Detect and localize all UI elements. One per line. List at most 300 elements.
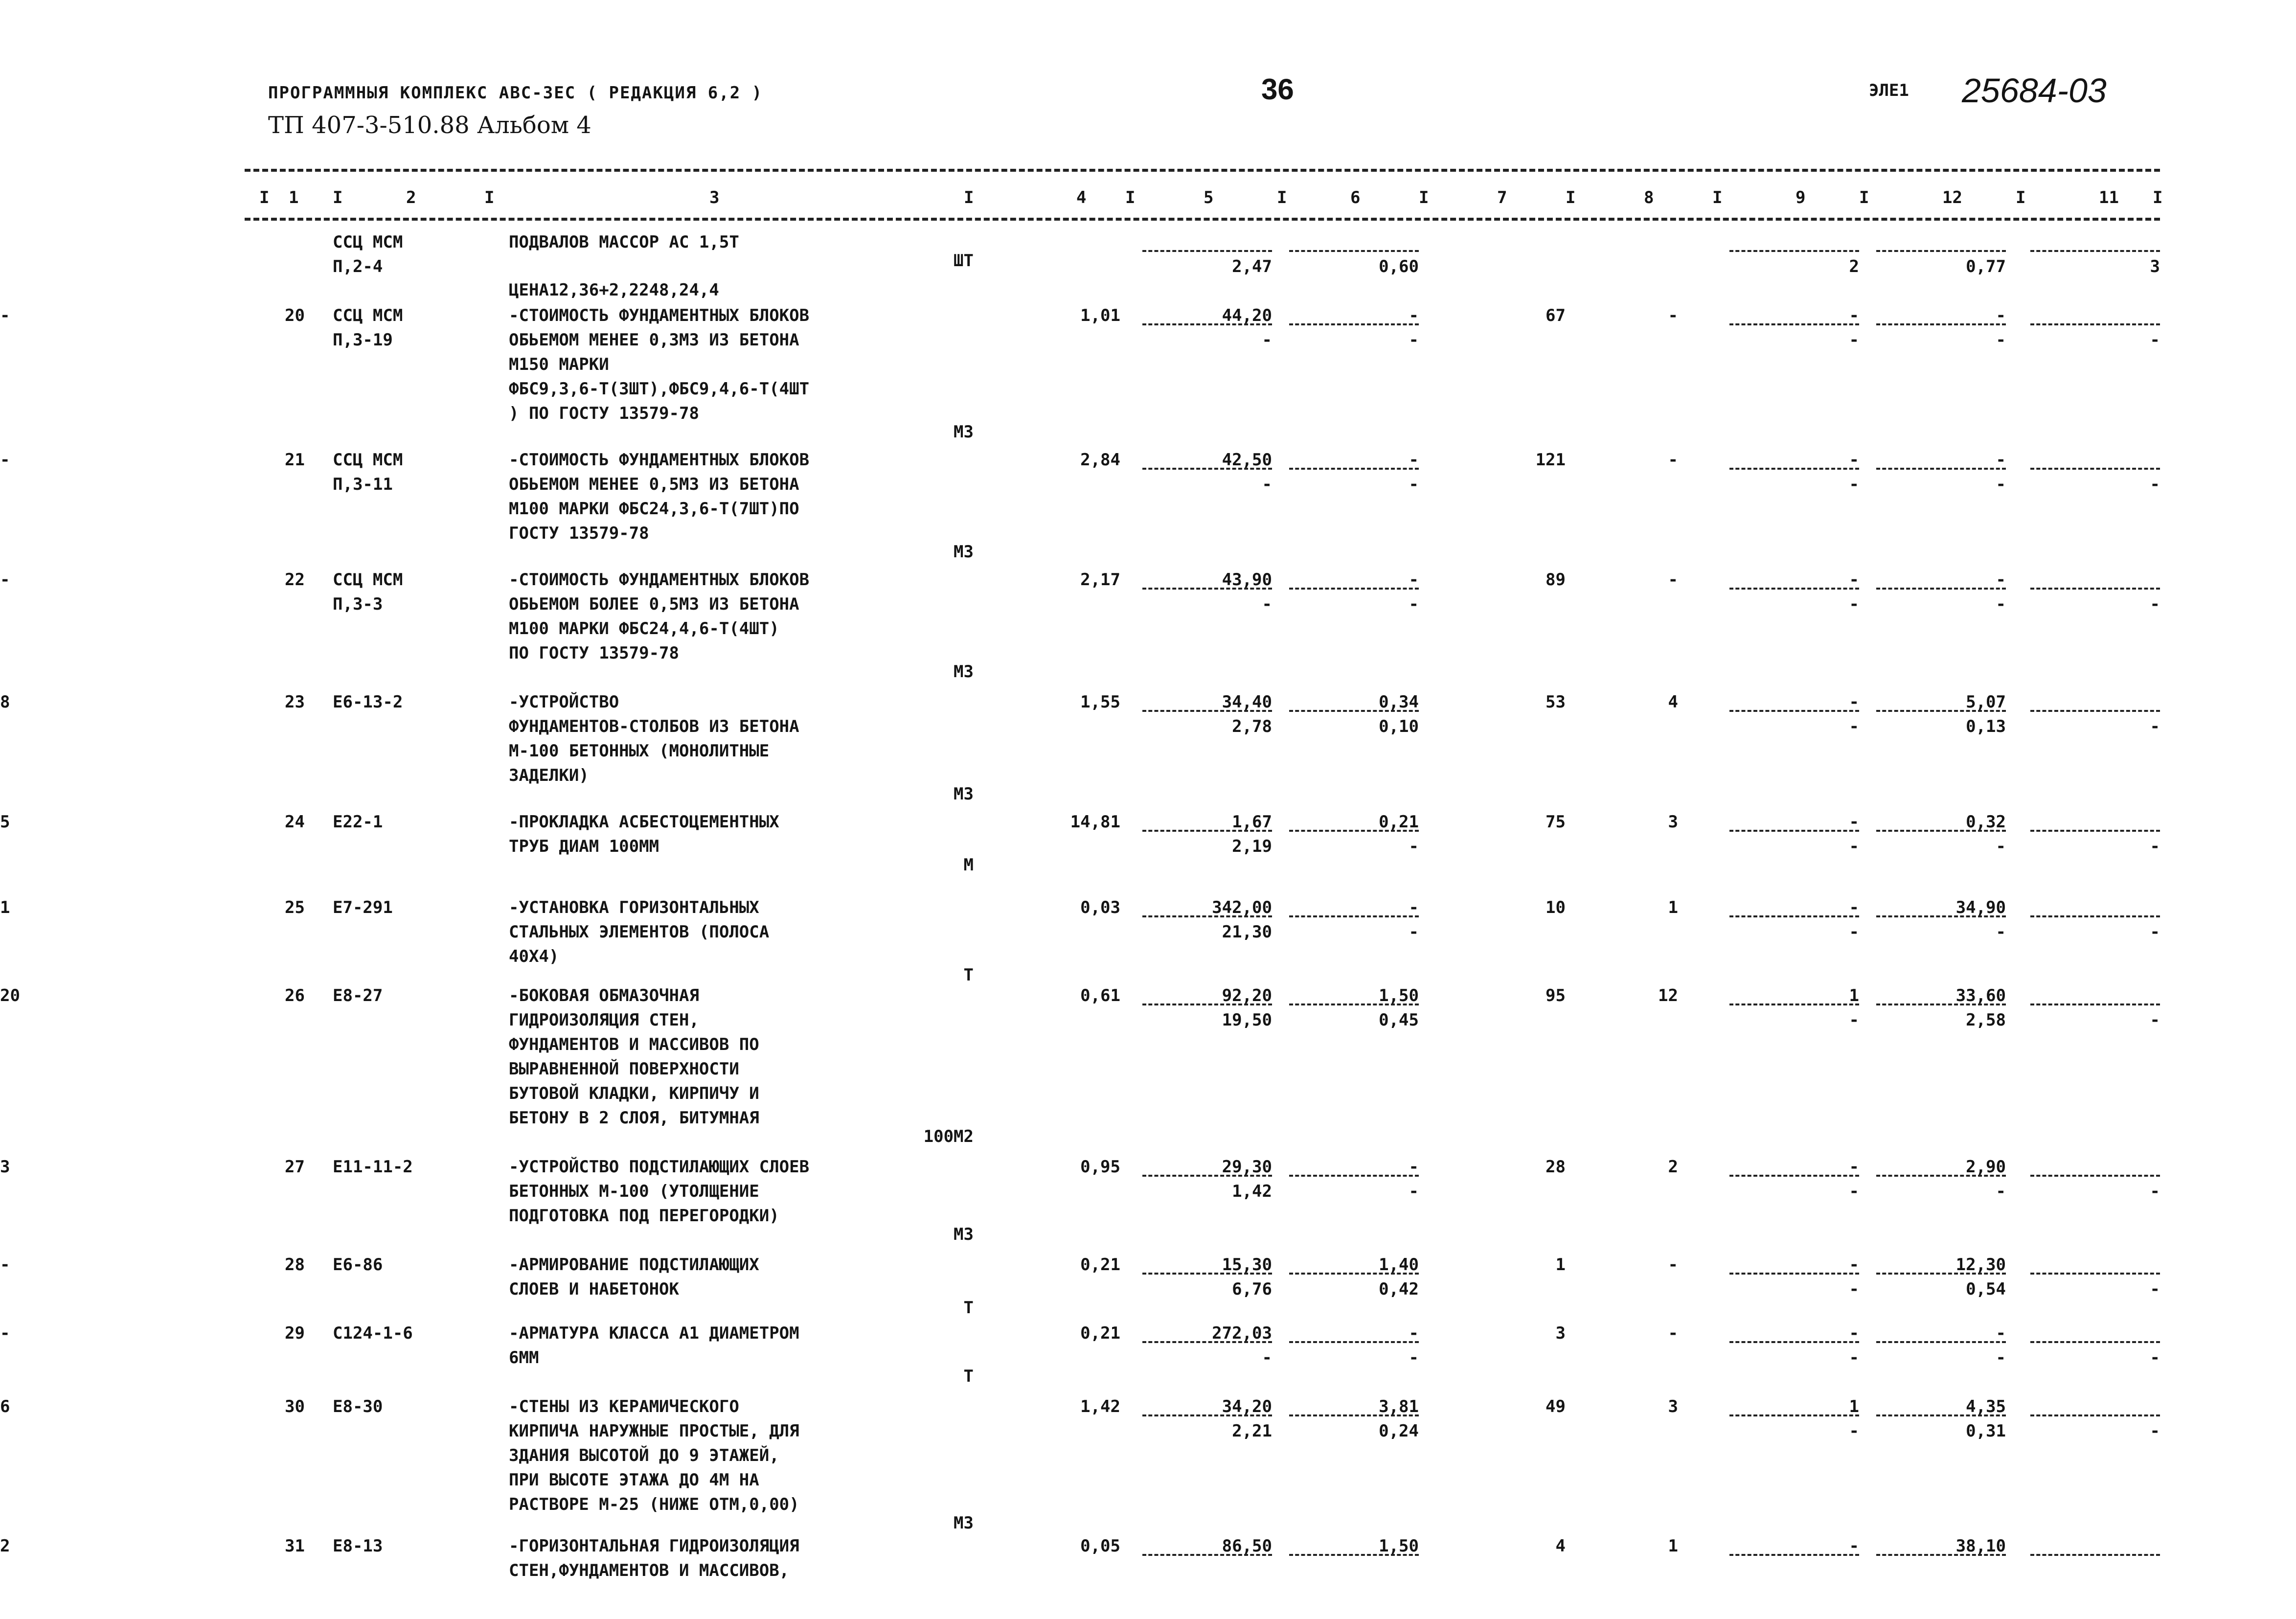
cell-c11b: - — [2150, 475, 2160, 494]
cell-c9a: - — [1849, 450, 1859, 470]
value-separator — [1289, 1003, 1419, 1005]
cell-unit: Т — [963, 1367, 974, 1386]
cell-c6b: - — [1409, 837, 1419, 856]
value-separator — [1729, 1003, 1859, 1005]
column-separator: I — [2016, 188, 2026, 207]
cell-c5a: 29,30 — [1222, 1157, 1272, 1177]
cell-c9b: - — [1849, 717, 1859, 736]
cell-c9a: - — [1849, 1255, 1859, 1275]
cell-c7: 53 — [1546, 692, 1566, 712]
value-separator — [1876, 1554, 2006, 1556]
cell-c4: 0,21 — [1080, 1255, 1120, 1275]
cell-c6a: 3,81 — [1379, 1397, 1419, 1416]
cell-c8: 2 — [1668, 1157, 1678, 1177]
cell-num: 25 — [285, 898, 305, 917]
column-header: 1 — [289, 188, 299, 207]
value-separator — [1729, 1554, 1859, 1556]
cell-c11b: - — [2150, 922, 2160, 942]
cell-c12a: 2,90 — [1966, 1157, 2006, 1177]
cell-c11b: - — [2150, 837, 2160, 856]
cell-c7: 75 — [1546, 812, 1566, 832]
cell-unit: М3 — [954, 542, 974, 562]
value-separator — [1729, 830, 1859, 832]
cell-c12b: 0,13 — [1966, 717, 2006, 736]
cell-num: 28 — [285, 1255, 305, 1275]
cell-c6b: 0,24 — [1379, 1421, 1419, 1441]
cell-c12b: 0,77 — [1966, 257, 2006, 276]
value-separator — [1729, 710, 1859, 712]
cell-unit: 100М2 — [923, 1127, 974, 1146]
cell-c5b: 6,76 — [1232, 1279, 1272, 1299]
cell-c9b: - — [1849, 1182, 1859, 1201]
cell-c6a: 0,21 — [1379, 812, 1419, 832]
cell-desc: -УСТАНОВКА ГОРИЗОНТАЛЬНЫХ СТАЛЬНЫХ ЭЛЕМЕНТОВ (ПОЛОСА 40Х4) — [509, 898, 770, 966]
column-separator: I — [484, 188, 495, 207]
cell-c11b: - — [2150, 1010, 2160, 1030]
cell-c11a: - — [0, 1255, 10, 1275]
cell-c11b: - — [2150, 717, 2160, 736]
program-title: ПРОГРАММНЫЯ КОМПЛЕКС АВС-ЗЕС ( РЕДАКЦИЯ 6,2 ) — [268, 83, 763, 103]
cell-c12b: - — [1996, 475, 2006, 494]
cell-c12a: 4,35 — [1966, 1397, 2006, 1416]
value-separator — [1876, 1273, 2006, 1275]
value-separator — [1729, 1414, 1859, 1416]
value-separator — [1289, 915, 1419, 917]
cell-c8: - — [1668, 1323, 1678, 1343]
cell-unit: Т — [963, 965, 974, 985]
cell-c11b: 3 — [2150, 257, 2160, 276]
cell-c12b: - — [1996, 594, 2006, 614]
cell-c11a: 1 — [0, 898, 10, 917]
cell-code: Е6-13-2 — [333, 692, 403, 712]
cell-c5a: 44,20 — [1222, 306, 1272, 325]
cell-c11a: 2 — [0, 1536, 10, 1556]
value-separator — [1142, 468, 1272, 470]
value-separator — [1142, 1414, 1272, 1416]
cell-c7: 4 — [1555, 1536, 1566, 1556]
cell-c12b: 0,54 — [1966, 1279, 2006, 1299]
value-separator — [1289, 250, 1419, 252]
column-separator: I — [1712, 188, 1723, 207]
cell-code: С124-1-6 — [333, 1323, 413, 1343]
value-separator — [1729, 915, 1859, 917]
cell-c11a: 8 — [0, 692, 10, 712]
value-separator — [1289, 1273, 1419, 1275]
column-header: 9 — [1796, 188, 1806, 207]
value-separator — [1876, 468, 2006, 470]
value-separator — [2030, 1273, 2160, 1275]
cell-code: Е22-1 — [333, 812, 383, 832]
value-separator — [2030, 830, 2160, 832]
cell-c6b: - — [1409, 922, 1419, 942]
table-header-rule — [245, 218, 2160, 221]
cell-c7: 1 — [1555, 1255, 1566, 1275]
cell-c11b: - — [2150, 1182, 2160, 1201]
cell-c6a: 1,40 — [1379, 1255, 1419, 1275]
cell-desc: ЦЕНА12,36+2,2248,24,4 — [509, 280, 719, 300]
cell-code: Е8-27 — [333, 986, 383, 1005]
value-separator — [1289, 1554, 1419, 1556]
cell-c11a: - — [0, 306, 10, 325]
cell-c9b: - — [1849, 1010, 1859, 1030]
value-separator — [1876, 1003, 2006, 1005]
cell-c5a: 86,50 — [1222, 1536, 1272, 1556]
cell-c5b: - — [1262, 475, 1272, 494]
cell-c11a: - — [0, 1323, 10, 1343]
column-separator: I — [964, 188, 974, 207]
cell-code: ССЦ МСМ П,3-19 — [333, 306, 403, 350]
cell-c9b: - — [1849, 1279, 1859, 1299]
cell-c8: 4 — [1668, 692, 1678, 712]
album-reference: ТП 407-3-510.88 Альбом 4 — [268, 112, 591, 139]
value-separator — [1729, 323, 1859, 325]
cell-num: 29 — [285, 1323, 305, 1343]
cell-c7: 95 — [1546, 986, 1566, 1005]
cell-c6b: - — [1409, 330, 1419, 350]
cell-desc: -СТОИМОСТЬ ФУНДАМЕНТНЫХ БЛОКОВ ОБЬЕМОМ МЕНЕЕ 0,5М3 ИЗ БЕТОНА М100 МАРКИ ФБС24,3,6-Т(7ШТ)ПО ГОСТУ 13579-78 — [509, 450, 810, 543]
value-separator — [1876, 1414, 2006, 1416]
cell-c4: 14,81 — [1070, 812, 1120, 832]
cell-c12a: - — [1996, 306, 2006, 325]
cell-desc: -СТОИМОСТЬ ФУНДАМЕНТНЫХ БЛОКОВ ОБЬЕМОМ МЕНЕЕ 0,3М3 ИЗ БЕТОНА М150 МАРКИ ФБС9,3,6-Т(3ШТ),ФБС9,4,6-Т(4ШТ ) ПО ГОСТУ 13579-78 — [509, 306, 810, 423]
cell-unit: Т — [963, 1298, 974, 1318]
value-separator — [1289, 323, 1419, 325]
value-separator — [1876, 1341, 2006, 1343]
cell-c9b: - — [1849, 475, 1859, 494]
cell-unit: ШТ — [954, 251, 974, 271]
cell-unit: М3 — [954, 1225, 974, 1244]
cell-c9a: 1 — [1849, 986, 1859, 1005]
cell-c12b: - — [1996, 1348, 2006, 1368]
cell-desc: -ПРОКЛАДКА АСБЕСТОЦЕМЕНТНЫХ ТРУБ ДИАМ 100ММ — [509, 812, 779, 856]
value-separator — [1142, 1003, 1272, 1005]
cell-c4: 1,55 — [1080, 692, 1120, 712]
cell-c6a: - — [1409, 898, 1419, 917]
cell-c5a: 272,03 — [1212, 1323, 1272, 1343]
column-header: 5 — [1204, 188, 1214, 207]
value-separator — [1289, 468, 1419, 470]
cell-c12a: 5,07 — [1966, 692, 2006, 712]
cell-c7: 3 — [1555, 1323, 1566, 1343]
cell-c11b: - — [2150, 594, 2160, 614]
cell-c9a: - — [1849, 570, 1859, 590]
value-separator — [1142, 710, 1272, 712]
page-number: 36 — [1261, 73, 1294, 106]
value-separator — [1142, 830, 1272, 832]
value-separator — [1876, 1175, 2006, 1177]
value-separator — [1289, 830, 1419, 832]
cell-c12b: - — [1996, 837, 2006, 856]
cell-num: 22 — [285, 570, 305, 590]
value-separator — [2030, 588, 2160, 590]
cell-c5b: 1,42 — [1232, 1182, 1272, 1201]
cell-c8: - — [1668, 1255, 1678, 1275]
column-header: 12 — [1942, 188, 1962, 207]
column-header: 3 — [709, 188, 720, 207]
column-header: 4 — [1076, 188, 1087, 207]
cell-c5a: 1,67 — [1232, 812, 1272, 832]
column-separator: I — [259, 188, 270, 207]
value-separator — [1729, 250, 1859, 252]
value-separator — [1142, 1341, 1272, 1343]
cell-c6b: 0,42 — [1379, 1279, 1419, 1299]
value-separator — [1876, 830, 2006, 832]
value-separator — [1729, 1273, 1859, 1275]
cell-unit: М3 — [954, 784, 974, 804]
value-separator — [2030, 250, 2160, 252]
value-separator — [1289, 1341, 1419, 1343]
cell-desc: ПОДВАЛОВ МАССОР АС 1,5Т — [509, 232, 739, 252]
cell-c8: 3 — [1668, 1397, 1678, 1416]
cell-desc: -ГОРИЗОНТАЛЬНАЯ ГИДРОИЗОЛЯЦИЯ СТЕН,ФУНДАМЕНТОВ И МАССИВОВ, — [509, 1536, 799, 1580]
cell-c4: 2,84 — [1080, 450, 1120, 470]
cell-c12a: - — [1996, 450, 2006, 470]
value-separator — [1876, 323, 2006, 325]
cell-c5b: 19,50 — [1222, 1010, 1272, 1030]
value-separator — [1289, 588, 1419, 590]
cell-c8: 12 — [1658, 986, 1678, 1005]
value-separator — [2030, 1175, 2160, 1177]
value-separator — [1142, 1175, 1272, 1177]
cell-c4: 0,95 — [1080, 1157, 1120, 1177]
cell-c5a: 34,40 — [1222, 692, 1272, 712]
cell-code: Е11-11-2 — [333, 1157, 413, 1177]
cell-c5a: 42,50 — [1222, 450, 1272, 470]
column-header: 8 — [1644, 188, 1654, 207]
cell-unit: М3 — [954, 662, 974, 682]
cell-num: 27 — [285, 1157, 305, 1177]
value-separator — [1142, 915, 1272, 917]
cell-c11a: 6 — [0, 1397, 10, 1416]
cell-c8: - — [1668, 306, 1678, 325]
cell-num: 20 — [285, 306, 305, 325]
cell-c7: 49 — [1546, 1397, 1566, 1416]
cell-c4: 1,42 — [1080, 1397, 1120, 1416]
cell-unit: М3 — [954, 1513, 974, 1533]
column-separator: I — [2153, 188, 2163, 207]
cell-c11b: - — [2150, 1421, 2160, 1441]
cell-c6a: - — [1409, 570, 1419, 590]
cell-c5a: 92,20 — [1222, 986, 1272, 1005]
value-separator — [1729, 1341, 1859, 1343]
cell-c11a: 20 — [0, 986, 20, 1005]
cell-c8: - — [1668, 450, 1678, 470]
cell-c9b: - — [1849, 594, 1859, 614]
value-separator — [1876, 710, 2006, 712]
column-header: 6 — [1350, 188, 1361, 207]
cell-c12a: - — [1996, 570, 2006, 590]
cell-desc: -СТЕНЫ ИЗ КЕРАМИЧЕСКОГО КИРПИЧА НАРУЖНЫЕ ПРОСТЫЕ, ДЛЯ ЗДАНИЯ ВЫСОТОЙ ДО 9 ЭТАЖЕЙ, ПРИ ВЫСОТЕ ЭТАЖА ДО 4М НА РАСТВОРЕ М-25 (НИЖЕ ОТМ,0,00) — [509, 1397, 799, 1514]
cell-c5b: 2,47 — [1232, 257, 1272, 276]
cell-c4: 0,03 — [1080, 898, 1120, 917]
value-separator — [2030, 915, 2160, 917]
cell-c4: 0,05 — [1080, 1536, 1120, 1556]
cell-c7: 121 — [1535, 450, 1566, 470]
cell-c12b: - — [1996, 922, 2006, 942]
column-separator: I — [1566, 188, 1576, 207]
cell-desc: -СТОИМОСТЬ ФУНДАМЕНТНЫХ БЛОКОВ ОБЬЕМОМ БОЛЕЕ 0,5М3 ИЗ БЕТОНА М100 МАРКИ ФБС24,4,6-Т(4ШТ) ПО ГОСТУ 13579-78 — [509, 570, 810, 663]
sheet-number: 25684-03 — [1962, 71, 2107, 110]
cell-c9a: 1 — [1849, 1397, 1859, 1416]
value-separator — [2030, 1003, 2160, 1005]
cell-c4: 2,17 — [1080, 570, 1120, 590]
cell-code: Е8-13 — [333, 1536, 383, 1556]
value-separator — [1142, 1554, 1272, 1556]
value-separator — [1142, 323, 1272, 325]
cell-code: ССЦ МСМ П,3-11 — [333, 450, 403, 494]
cell-desc: -АРМАТУРА КЛАССА А1 ДИАМЕТРОМ 6ММ — [509, 1323, 799, 1368]
cell-c6b: - — [1409, 594, 1419, 614]
cell-c12a: 12,30 — [1955, 1255, 2006, 1275]
value-separator — [1289, 1175, 1419, 1177]
cell-c9a: - — [1849, 1157, 1859, 1177]
cell-c5a: 34,20 — [1222, 1397, 1272, 1416]
value-separator — [1289, 1414, 1419, 1416]
value-separator — [1876, 588, 2006, 590]
cell-desc: -БОКОВАЯ ОБМАЗОЧНАЯ ГИДРОИЗОЛЯЦИЯ СТЕН, ФУНДАМЕНТОВ И МАССИВОВ ПО ВЫРАВНЕННОЙ ПОВЕРХНОСТИ БУТОВОЙ КЛАДКИ, КИРПИЧУ И БЕТОНУ В 2 СЛОЯ, БИТУМНАЯ — [509, 986, 759, 1128]
cell-c6a: 0,34 — [1379, 692, 1419, 712]
cell-c9a: - — [1849, 1536, 1859, 1556]
cell-num: 24 — [285, 812, 305, 832]
column-separator: I — [1125, 188, 1136, 207]
value-separator — [1876, 915, 2006, 917]
column-header: 7 — [1497, 188, 1507, 207]
cell-c5a: 342,00 — [1212, 898, 1272, 917]
cell-c9b: - — [1849, 1348, 1859, 1368]
cell-c9b: - — [1849, 837, 1859, 856]
cell-code: ССЦ МСМ П,3-3 — [333, 570, 403, 614]
cell-c5a: 43,90 — [1222, 570, 1272, 590]
value-separator — [2030, 1414, 2160, 1416]
cell-c12a: - — [1996, 1323, 2006, 1343]
value-separator — [2030, 710, 2160, 712]
column-header: 2 — [406, 188, 416, 207]
column-separator: I — [1419, 188, 1429, 207]
cell-code: Е8-30 — [333, 1397, 383, 1416]
cell-c11b: - — [2150, 1279, 2160, 1299]
column-header: 11 — [2099, 188, 2119, 207]
cell-c12b: - — [1996, 1182, 2006, 1201]
cell-c9b: - — [1849, 922, 1859, 942]
cell-c5a: 15,30 — [1222, 1255, 1272, 1275]
cell-c11a: 3 — [0, 1157, 10, 1177]
cell-c5b: 2,21 — [1232, 1421, 1272, 1441]
cell-c11a: 5 — [0, 812, 10, 832]
cell-c7: 10 — [1546, 898, 1566, 917]
cell-c5b: 21,30 — [1222, 922, 1272, 942]
cell-num: 21 — [285, 450, 305, 470]
cell-c6a: - — [1409, 1157, 1419, 1177]
cell-code: Е7-291 — [333, 898, 393, 917]
column-separator: I — [1859, 188, 1869, 207]
cell-c7: 89 — [1546, 570, 1566, 590]
cell-c9b: - — [1849, 1421, 1859, 1441]
cell-desc: -АРМИРОВАНИЕ ПОДСТИЛАЮЩИХ СЛОЕВ И НАБЕТОНОК — [509, 1255, 759, 1299]
cell-c9a: - — [1849, 692, 1859, 712]
value-separator — [2030, 1554, 2160, 1556]
cell-c6a: - — [1409, 450, 1419, 470]
cell-c5b: 2,19 — [1232, 837, 1272, 856]
cell-c6a: - — [1409, 1323, 1419, 1343]
cell-unit: М3 — [954, 422, 974, 442]
cell-c6a: 1,50 — [1379, 986, 1419, 1005]
cell-c12a: 0,32 — [1966, 812, 2006, 832]
cell-c12b: 0,31 — [1966, 1421, 2006, 1441]
cell-c11b: - — [2150, 330, 2160, 350]
cell-c11a: - — [0, 450, 10, 470]
cell-c8: - — [1668, 570, 1678, 590]
cell-num: 26 — [285, 986, 305, 1005]
cell-c12a: 33,60 — [1955, 986, 2006, 1005]
sheet-prefix: ЭЛЕ1 — [1869, 81, 1909, 100]
cell-c5b: - — [1262, 330, 1272, 350]
cell-num: 23 — [285, 692, 305, 712]
cell-c6b: - — [1409, 1182, 1419, 1201]
cell-c9b: - — [1849, 330, 1859, 350]
value-separator — [1142, 250, 1272, 252]
cell-c8: 1 — [1668, 898, 1678, 917]
value-separator — [1142, 1273, 1272, 1275]
cell-num: 31 — [285, 1536, 305, 1556]
cell-c6b: - — [1409, 475, 1419, 494]
cell-c12a: 38,10 — [1955, 1536, 2006, 1556]
cell-num: 30 — [285, 1397, 305, 1416]
cell-c12b: - — [1996, 330, 2006, 350]
cell-c6b: - — [1409, 1348, 1419, 1368]
cell-c7: 28 — [1546, 1157, 1566, 1177]
cell-code: ССЦ МСМ П,2-4 — [333, 232, 403, 276]
cell-c6a: 1,50 — [1379, 1536, 1419, 1556]
value-separator — [1729, 468, 1859, 470]
cell-c4: 1,01 — [1080, 306, 1120, 325]
cell-c8: 3 — [1668, 812, 1678, 832]
value-separator — [2030, 323, 2160, 325]
cell-c5b: 2,78 — [1232, 717, 1272, 736]
cell-c7: 67 — [1546, 306, 1566, 325]
cell-c6b: 0,60 — [1379, 257, 1419, 276]
cell-c12a: 34,90 — [1955, 898, 2006, 917]
value-separator — [1289, 710, 1419, 712]
value-separator — [1876, 250, 2006, 252]
column-separator: I — [1277, 188, 1287, 207]
cell-c5b: - — [1262, 1348, 1272, 1368]
cell-c11b: - — [2150, 1348, 2160, 1368]
cell-desc: -УСТРОЙСТВО ФУНДАМЕНТОВ-СТОЛБОВ ИЗ БЕТОНА М-100 БЕТОННЫХ (МОНОЛИТНЫЕ ЗАДЕЛКИ) — [509, 692, 799, 785]
cell-c11a: - — [0, 570, 10, 590]
cell-desc: -УСТРОЙСТВО ПОДСТИЛАЮЩИХ СЛОЕВ БЕТОННЫХ М-100 (УТОЛЩЕНИЕ ПОДГОТОВКА ПОД ПЕРЕГОРОДКИ) — [509, 1157, 810, 1226]
cell-c4: 0,61 — [1080, 986, 1120, 1005]
cell-c9b: 2 — [1849, 257, 1859, 276]
cell-c9a: - — [1849, 306, 1859, 325]
value-separator — [1729, 1175, 1859, 1177]
cell-unit: М — [963, 855, 974, 875]
cell-c9a: - — [1849, 1323, 1859, 1343]
cell-code: Е6-86 — [333, 1255, 383, 1275]
value-separator — [1142, 588, 1272, 590]
cell-c6b: 0,45 — [1379, 1010, 1419, 1030]
table-top-rule — [245, 169, 2160, 172]
value-separator — [2030, 468, 2160, 470]
cell-c12b: 2,58 — [1966, 1010, 2006, 1030]
column-separator: I — [333, 188, 343, 207]
cell-c9a: - — [1849, 898, 1859, 917]
cell-c6b: 0,10 — [1379, 717, 1419, 736]
value-separator — [2030, 1341, 2160, 1343]
cell-c9a: - — [1849, 812, 1859, 832]
value-separator — [1729, 588, 1859, 590]
cell-c4: 0,21 — [1080, 1323, 1120, 1343]
cell-c5b: - — [1262, 594, 1272, 614]
